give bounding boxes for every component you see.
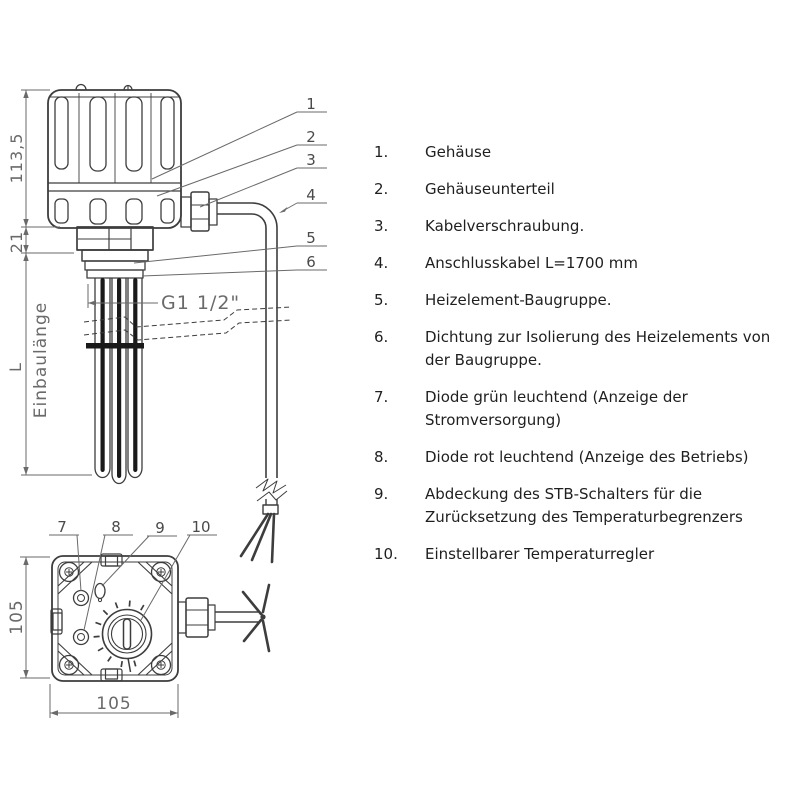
callout-9: 9 bbox=[155, 519, 165, 537]
item-number: 6. bbox=[374, 328, 389, 346]
install-length-label: Einbaulänge bbox=[31, 301, 51, 419]
dim-21: 21 bbox=[7, 230, 26, 254]
thread-label: G1 1/2" bbox=[161, 292, 241, 314]
item-number: 1. bbox=[374, 143, 389, 161]
dim-L: L bbox=[6, 362, 25, 372]
dim-113-5: 113,5 bbox=[7, 132, 26, 184]
cable-wires-bottom bbox=[243, 585, 269, 651]
rod-spacer-bar bbox=[86, 343, 144, 349]
item-number: 10. bbox=[374, 545, 398, 563]
list-item bbox=[374, 483, 794, 529]
callout-3: 3 bbox=[306, 151, 316, 169]
list-item bbox=[374, 446, 794, 469]
list-item bbox=[374, 289, 794, 312]
callout-7: 7 bbox=[57, 518, 67, 536]
item-text: Gehäuse bbox=[425, 143, 492, 161]
item-number: 7. bbox=[374, 388, 389, 406]
stb-cover bbox=[95, 584, 105, 602]
item-number: 4. bbox=[374, 254, 389, 272]
item-text: Diode rot leuchtend (Anzeige des Betriebs) bbox=[425, 448, 749, 466]
cable-gland-side bbox=[181, 192, 217, 231]
bottom-view-housing bbox=[51, 554, 269, 681]
callout-5: 5 bbox=[306, 229, 316, 247]
item-number: 3. bbox=[374, 217, 389, 235]
thread-assembly bbox=[77, 227, 153, 278]
heating-elements bbox=[86, 278, 144, 484]
parts-list bbox=[374, 141, 794, 580]
led-red bbox=[74, 630, 89, 645]
list-item bbox=[374, 178, 794, 201]
side-view-heater bbox=[48, 85, 292, 563]
callout-8: 8 bbox=[111, 518, 121, 536]
item-number: 5. bbox=[374, 291, 389, 309]
corner-screws bbox=[60, 563, 171, 675]
list-item bbox=[374, 252, 794, 275]
list-item bbox=[374, 141, 794, 164]
item-text: Dichtung zur Isolierung des Heizelements von der Baugruppe. bbox=[425, 328, 771, 369]
dim-box-width: 105 bbox=[96, 694, 132, 714]
list-item bbox=[374, 386, 794, 432]
cable-gland-bottom bbox=[178, 598, 263, 637]
callout-10: 10 bbox=[191, 518, 211, 536]
item-number: 8. bbox=[374, 448, 389, 466]
item-text: Kabelverschraubung. bbox=[425, 217, 585, 235]
side-view-callouts bbox=[134, 112, 327, 276]
item-number: 2. bbox=[374, 180, 389, 198]
item-number: 9. bbox=[374, 485, 389, 503]
led-green bbox=[74, 591, 89, 606]
cable-wires-side bbox=[241, 514, 274, 562]
item-text: Abdeckung des STB-Schalters für die Zurücksetzung des Temperaturbegrenzers bbox=[425, 485, 743, 526]
callout-1: 1 bbox=[306, 95, 316, 113]
callout-6: 6 bbox=[306, 253, 316, 271]
list-item bbox=[374, 215, 794, 238]
callout-2: 2 bbox=[306, 128, 316, 146]
item-text: Gehäuseunterteil bbox=[425, 180, 555, 198]
list-item bbox=[374, 326, 794, 372]
item-text: Anschlusskabel L=1700 mm bbox=[425, 254, 639, 272]
list-item bbox=[374, 543, 794, 566]
dim-box-height: 105 bbox=[7, 599, 27, 635]
connection-cable bbox=[217, 203, 287, 562]
temperature-dial bbox=[94, 601, 152, 672]
item-text: Einstellbarer Temperaturregler bbox=[425, 545, 655, 563]
housing-lower bbox=[48, 183, 181, 224]
item-text: Heizelement-Baugruppe. bbox=[425, 291, 612, 309]
item-text: Diode grün leuchtend (Anzeige der Stromversorgung) bbox=[425, 388, 688, 429]
callout-4: 4 bbox=[306, 186, 316, 204]
